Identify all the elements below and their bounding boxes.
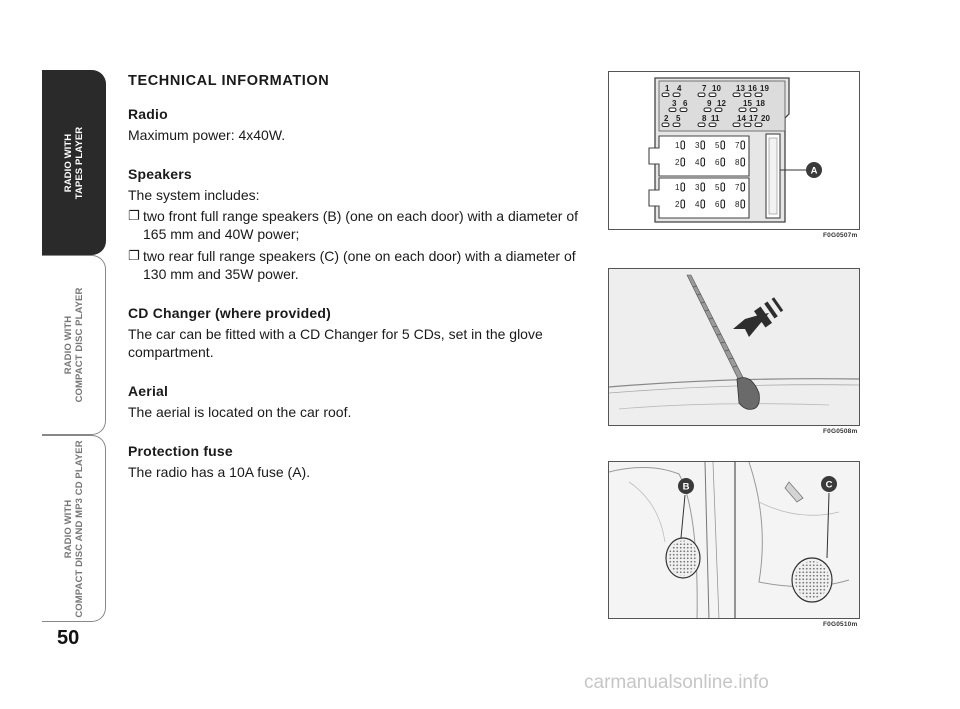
list-item xyxy=(128,247,593,283)
section-text-radio: Maximum power: 4x40W. xyxy=(128,127,286,143)
page-number: 50 xyxy=(57,627,80,649)
pin-label: 7 xyxy=(735,141,740,150)
pin-label: 5 xyxy=(715,183,720,192)
tab-label-line: RADIO WITH xyxy=(62,315,74,375)
checkbox-bullet-icon: ❐ xyxy=(128,248,140,263)
connector-figure xyxy=(608,71,860,230)
main-content xyxy=(128,70,593,502)
tab-label xyxy=(63,126,85,198)
pin-label: 4 xyxy=(695,200,700,209)
pin-label: 16 xyxy=(748,84,757,93)
pin-label: 6 xyxy=(683,99,688,108)
pin-label: 5 xyxy=(715,141,720,150)
tab-label-line: COMPACT DISC PLAYER xyxy=(73,287,85,403)
pin-label: 7 xyxy=(735,183,740,192)
pin-label: 10 xyxy=(712,84,721,93)
pin-label: 3 xyxy=(695,183,700,192)
pin-label: 18 xyxy=(756,99,765,108)
pin-label: 6 xyxy=(715,158,720,167)
pin-label: 11 xyxy=(711,114,720,123)
section-tabs xyxy=(42,70,106,622)
marker-label: A xyxy=(810,165,818,177)
pin-label: 8 xyxy=(702,114,707,123)
speakers-illustration xyxy=(609,462,860,619)
pin-label: 2 xyxy=(675,158,680,167)
figure-code: F0G0508m xyxy=(823,428,858,435)
tab-label-line: TAPES PLAYER xyxy=(74,126,85,199)
pin-label: 1 xyxy=(675,141,680,150)
watermark: carmanualsonline.info xyxy=(584,672,769,693)
pin-label: 8 xyxy=(735,158,740,167)
figure-code: F0G0507m xyxy=(823,232,858,239)
marker-label: C xyxy=(825,479,833,491)
pin-label: 1 xyxy=(665,84,670,93)
list-item xyxy=(128,207,593,243)
section-heading-aerial: Aerial xyxy=(128,383,169,399)
section-heading-speakers: Speakers xyxy=(128,166,192,182)
pin-label: 13 xyxy=(736,84,745,93)
tab-label xyxy=(63,288,85,403)
figure-code: F0G0510m xyxy=(823,621,858,628)
section-heading-cd-changer: CD Changer (where provided) xyxy=(128,305,331,321)
pin-label: 20 xyxy=(761,114,770,123)
section-heading-radio: Radio xyxy=(128,106,168,122)
section-text-cd-changer: The car can be fitted with a CD Changer for 5 CDs, set in the glove compartment. xyxy=(128,326,543,360)
pin-label: 14 xyxy=(737,114,746,123)
pin-label: 12 xyxy=(717,99,726,108)
marker-label: B xyxy=(682,481,690,493)
pin-label: 1 xyxy=(675,183,680,192)
tab-radio-compact-disc-mp3-player[interactable] xyxy=(42,435,106,622)
pin-label: 5 xyxy=(676,114,681,123)
speakers-figure xyxy=(608,461,860,619)
pin-label: 7 xyxy=(702,84,707,93)
pin-label: 4 xyxy=(677,84,682,93)
pin-label: 4 xyxy=(695,158,700,167)
pin-label: 3 xyxy=(672,99,677,108)
tab-label-line: COMPACT DISC AND MP3 CD PLAYER xyxy=(73,439,85,618)
section-heading-fuse: Protection fuse xyxy=(128,443,233,459)
pin-label: 9 xyxy=(707,99,712,108)
tab-label-line: RADIO WITH xyxy=(63,133,74,192)
pin-label: 8 xyxy=(735,200,740,209)
page-title: TECHNICAL INFORMATION xyxy=(128,73,330,89)
pin-label: 3 xyxy=(695,141,700,150)
section-text-fuse: The radio has a 10A fuse (A). xyxy=(128,464,311,480)
aerial-illustration xyxy=(609,269,860,426)
pin-label: 15 xyxy=(743,99,752,108)
tab-radio-compact-disc-player[interactable] xyxy=(42,255,106,435)
tab-label-line: RADIO WITH xyxy=(62,499,74,558)
tab-label xyxy=(63,440,85,617)
aerial-figure xyxy=(608,268,860,426)
pin-label: 19 xyxy=(760,84,769,93)
pin-label: 17 xyxy=(749,114,758,123)
connector-illustration xyxy=(609,72,860,230)
list-item-text: two front full range speakers (B) (one on each door) with a diameter of 165 mm and 40W power; xyxy=(143,208,578,242)
section-text-speakers-intro: The system includes: xyxy=(128,187,260,203)
pin-label: 2 xyxy=(675,200,680,209)
pin-label: 6 xyxy=(715,200,720,209)
checkbox-bullet-icon: ❐ xyxy=(128,208,140,223)
list-item-text: two rear full range speakers (C) (one on each door) with a diameter of 130 mm and 35W power. xyxy=(143,248,576,282)
section-text-aerial: The aerial is located on the car roof. xyxy=(128,404,352,420)
tab-radio-tapes-player[interactable] xyxy=(42,70,106,255)
pin-label: 2 xyxy=(664,114,669,123)
